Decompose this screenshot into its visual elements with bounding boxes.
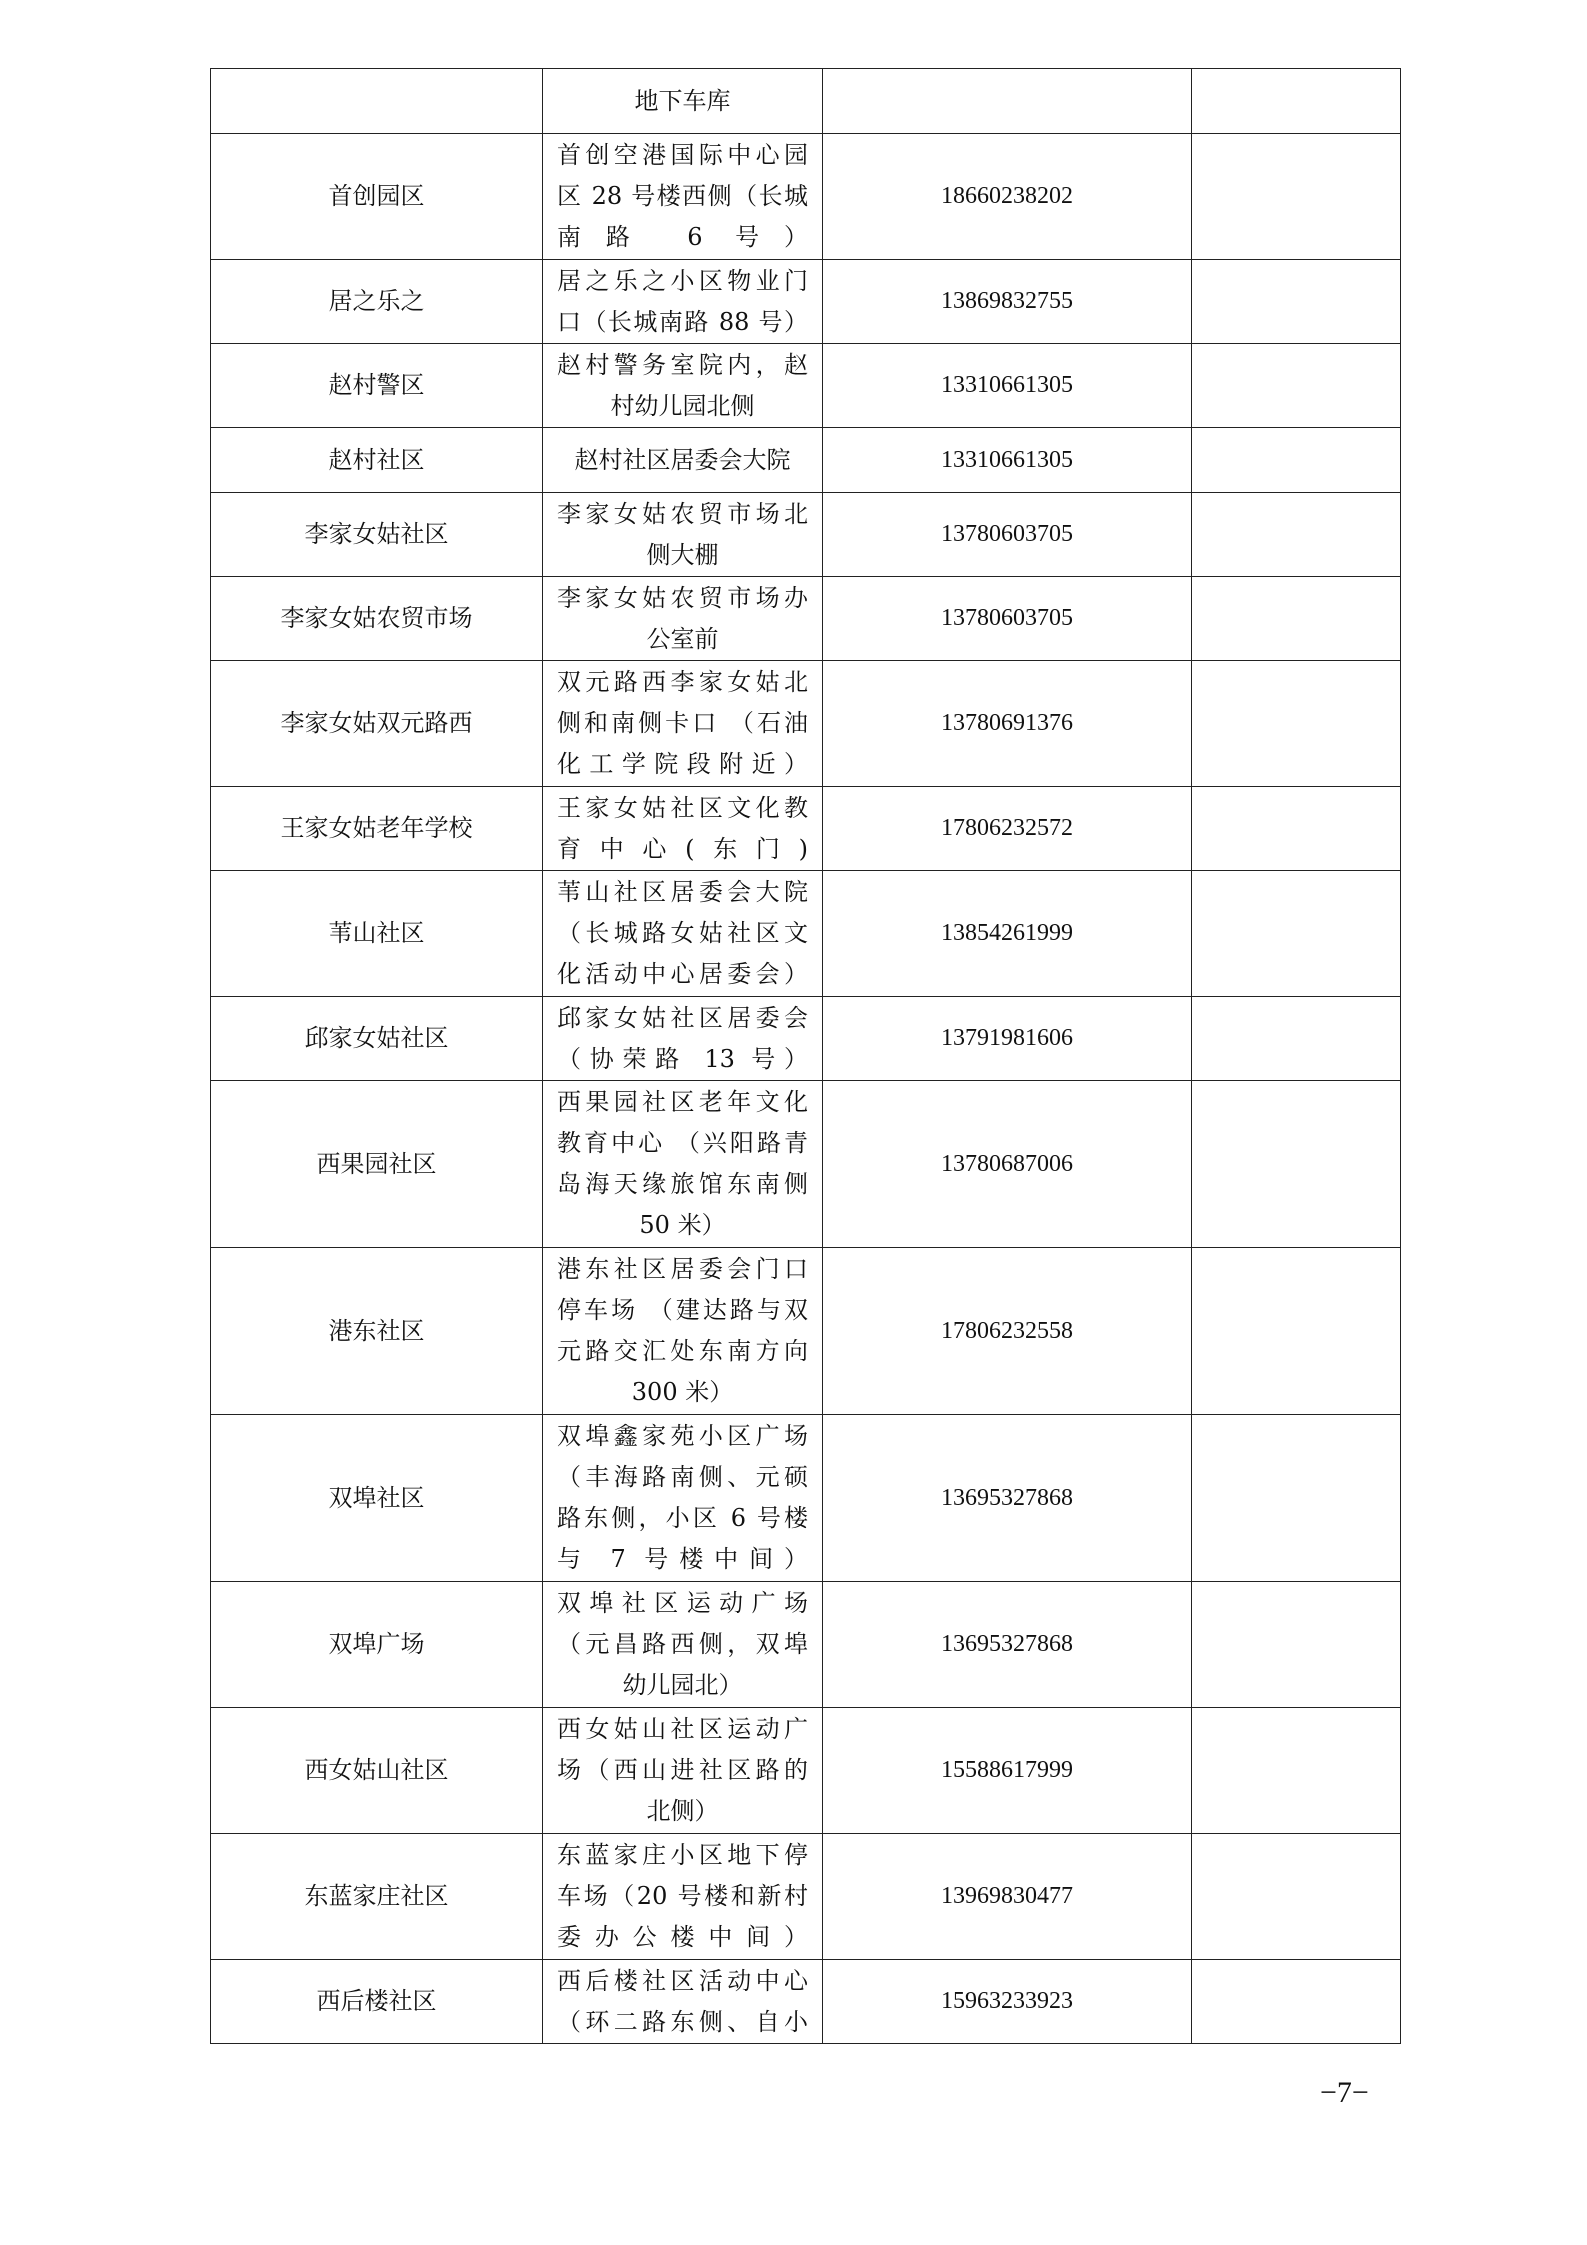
- address-line: 育中心(东门): [557, 834, 808, 863]
- note-cell: [1192, 871, 1401, 997]
- community-cell: 李家女姑社区: [211, 493, 543, 577]
- address-line: 双元路西李家女姑北: [557, 668, 808, 696]
- address-line: 首创空港国际中心园: [557, 141, 808, 169]
- phone-cell: 13780603705: [823, 493, 1192, 577]
- note-cell: [1192, 1415, 1401, 1582]
- address-cell: [543, 1708, 823, 1834]
- address-line: 侧大棚: [646, 540, 719, 569]
- address-line: 公室前: [646, 624, 719, 653]
- address-line: 侧和南侧卡口 （石油: [557, 709, 808, 737]
- address-cell: [543, 871, 823, 997]
- community-cell: 西后楼社区: [211, 1960, 543, 2044]
- address-cell: [543, 1248, 823, 1415]
- table-row: [211, 1415, 1401, 1582]
- phone-cell: 13780687006: [823, 1081, 1192, 1248]
- note-cell: [1192, 661, 1401, 787]
- note-cell: [1192, 1708, 1401, 1834]
- address-line: 居之乐之小区物业门: [557, 266, 808, 295]
- note-cell: [1192, 997, 1401, 1081]
- test-site-table: [210, 68, 1401, 2044]
- address-line: 王家女姑社区文化教: [557, 793, 808, 822]
- community-cell: 赵村社区: [211, 428, 543, 493]
- community-cell: 李家女姑农贸市场: [211, 577, 543, 661]
- phone-cell: 17806232558: [823, 1248, 1192, 1415]
- address-line: 化工学院段附近）: [557, 750, 808, 778]
- address-line: 场（西山进社区路的: [557, 1756, 808, 1784]
- table-row: [211, 1248, 1401, 1415]
- address-line: 东蓝家庄小区地下停: [557, 1841, 808, 1869]
- address-line: 区 28 号楼西侧（长城: [557, 182, 808, 210]
- community-cell: 王家女姑老年学校: [211, 787, 543, 871]
- phone-cell: 15963233923: [823, 1960, 1192, 2044]
- address-line: 西女姑山社区运动广: [557, 1715, 808, 1743]
- note-cell: [1192, 1248, 1401, 1415]
- community-cell: 双埠社区: [211, 1415, 543, 1582]
- address-line: 村幼儿园北侧: [610, 391, 755, 420]
- community-cell: [211, 69, 543, 134]
- table-row: [211, 1708, 1401, 1834]
- community-cell: 邱家女姑社区: [211, 997, 543, 1081]
- address-line: 与 7 号楼中间）: [557, 1545, 808, 1573]
- table-row: [211, 1582, 1401, 1708]
- address-line: 双埠社区运动广场: [557, 1589, 808, 1617]
- community-cell: 西果园社区: [211, 1081, 543, 1248]
- table-row: [211, 1960, 1401, 2044]
- address-cell: [543, 1960, 823, 2044]
- table-row: [211, 260, 1401, 344]
- address-line: 50 米）: [639, 1211, 726, 1239]
- note-cell: [1192, 428, 1401, 493]
- address-cell: [543, 1834, 823, 1960]
- phone-cell: [823, 69, 1192, 134]
- table-row: [211, 577, 1401, 661]
- table-row: [211, 134, 1401, 260]
- community-cell: 港东社区: [211, 1248, 543, 1415]
- note-cell: [1192, 1081, 1401, 1248]
- table-row: [211, 69, 1401, 134]
- phone-cell: 15588617999: [823, 1708, 1192, 1834]
- note-cell: [1192, 577, 1401, 661]
- address-line: （长城路女姑社区文: [557, 919, 808, 947]
- address-cell: [543, 1415, 823, 1582]
- address-line: （协荣路 13 号）: [557, 1044, 808, 1073]
- note-cell: [1192, 787, 1401, 871]
- address-line: （丰海路南侧、元硕: [557, 1463, 808, 1491]
- table-row: [211, 871, 1401, 997]
- note-cell: [1192, 493, 1401, 577]
- address-line: 双埠鑫家苑小区广场: [557, 1422, 808, 1450]
- address-line: 苇山社区居委会大院: [557, 878, 808, 906]
- address-line: （环二路东侧、自小: [557, 2007, 808, 2036]
- address-cell: [543, 493, 823, 577]
- address-cell: [543, 344, 823, 428]
- phone-cell: 13969830477: [823, 1834, 1192, 1960]
- community-cell: 首创园区: [211, 134, 543, 260]
- address-line: 西果园社区老年文化: [557, 1088, 808, 1116]
- phone-cell: 13310661305: [823, 428, 1192, 493]
- phone-cell: 13780691376: [823, 661, 1192, 787]
- address-line: 李家女姑农贸市场北: [557, 499, 808, 528]
- address-line: 赵村警务室院内，赵: [557, 350, 808, 379]
- address-line: 港东社区居委会门口: [557, 1255, 808, 1283]
- phone-cell: 13791981606: [823, 997, 1192, 1081]
- community-cell: 赵村警区: [211, 344, 543, 428]
- phone-cell: 13869832755: [823, 260, 1192, 344]
- note-cell: [1192, 344, 1401, 428]
- address-cell: [543, 787, 823, 871]
- phone-cell: 13310661305: [823, 344, 1192, 428]
- note-cell: [1192, 1834, 1401, 1960]
- address-cell: [543, 134, 823, 260]
- note-cell: [1192, 1960, 1401, 2044]
- address-line: 赵村社区居委会大院: [574, 445, 791, 474]
- address-cell: [543, 577, 823, 661]
- community-cell: 李家女姑双元路西: [211, 661, 543, 787]
- note-cell: [1192, 1582, 1401, 1708]
- phone-cell: 18660238202: [823, 134, 1192, 260]
- table-row: [211, 1081, 1401, 1248]
- address-cell: [543, 1582, 823, 1708]
- phone-cell: 13780603705: [823, 577, 1192, 661]
- table-row: [211, 661, 1401, 787]
- address-line: 西后楼社区活动中心: [557, 1966, 808, 1995]
- address-cell: [543, 69, 823, 134]
- address-line: 南路 6 号）: [557, 223, 808, 251]
- address-line: 北侧）: [646, 1797, 719, 1825]
- table-row: [211, 787, 1401, 871]
- address-line: 元路交汇处东南方向: [557, 1337, 808, 1365]
- address-line: 邱家女姑社区居委会: [557, 1003, 808, 1032]
- address-line: 车场（20 号楼和新村: [557, 1882, 808, 1910]
- address-line: 委办公楼中间）: [557, 1923, 808, 1951]
- note-cell: [1192, 260, 1401, 344]
- table-row: [211, 997, 1401, 1081]
- address-line: 路东侧，小区 6 号楼: [557, 1504, 808, 1532]
- address-cell: [543, 661, 823, 787]
- phone-cell: 13854261999: [823, 871, 1192, 997]
- community-cell: 苇山社区: [211, 871, 543, 997]
- community-cell: 西女姑山社区: [211, 1708, 543, 1834]
- address-cell: [543, 428, 823, 493]
- page-number: −7−: [1320, 2076, 1369, 2109]
- community-cell: 居之乐之: [211, 260, 543, 344]
- table-row: [211, 1834, 1401, 1960]
- table-row: [211, 428, 1401, 493]
- table-row: [211, 493, 1401, 577]
- address-line: 化活动中心居委会）: [557, 960, 808, 988]
- address-line: 300 米）: [631, 1378, 734, 1406]
- phone-cell: 13695327868: [823, 1415, 1192, 1582]
- address-cell: [543, 997, 823, 1081]
- note-cell: [1192, 69, 1401, 134]
- address-line: 幼儿园北）: [622, 1671, 743, 1699]
- address-line: 李家女姑农贸市场办: [557, 583, 808, 612]
- address-cell: [543, 260, 823, 344]
- address-cell: [543, 1081, 823, 1248]
- community-cell: 双埠广场: [211, 1582, 543, 1708]
- address-line: 停车场 （建达路与双: [557, 1296, 808, 1324]
- note-cell: [1192, 134, 1401, 260]
- phone-cell: 17806232572: [823, 787, 1192, 871]
- community-cell: 东蓝家庄社区: [211, 1834, 543, 1960]
- address-line: 岛海天缘旅馆东南侧: [557, 1170, 808, 1198]
- address-line: 地下车库: [634, 86, 731, 115]
- address-line: 口（长城南路 88 号）: [557, 307, 808, 336]
- address-line: （元昌路西侧，双埠: [557, 1630, 808, 1658]
- address-line: 教育中心 （兴阳路青: [557, 1129, 808, 1157]
- phone-cell: 13695327868: [823, 1582, 1192, 1708]
- table-body: [211, 69, 1401, 2044]
- table-row: [211, 344, 1401, 428]
